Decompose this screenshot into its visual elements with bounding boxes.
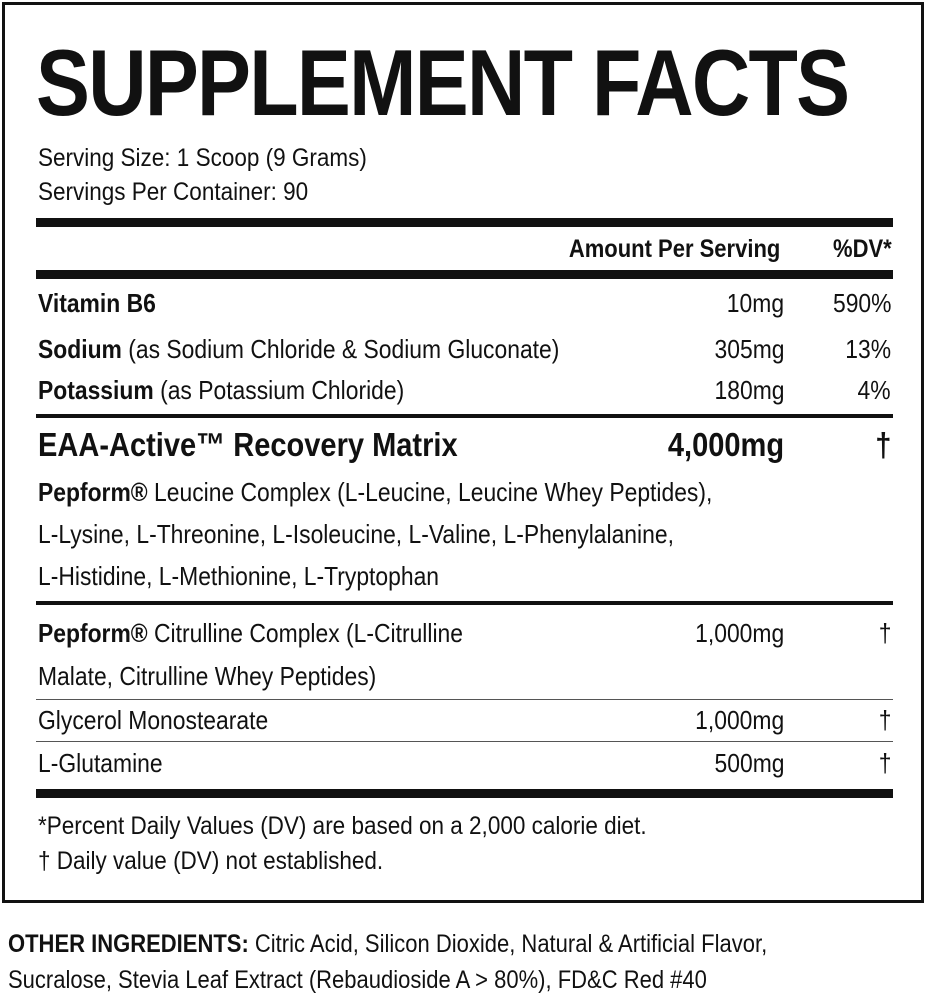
panel-title: SUPPLEMENT FACTS bbox=[36, 30, 849, 135]
matrix-line: L-Histidine, L-Methionine, L-Tryptophan bbox=[38, 561, 440, 591]
matrix-row bbox=[38, 425, 893, 465]
nutrient-dv: 4% bbox=[857, 375, 891, 405]
amount-per-serving-header: Amount Per Serving bbox=[568, 235, 780, 263]
footnote-dagger: † Daily value (DV) not established. bbox=[38, 847, 384, 875]
rule-header bbox=[36, 270, 893, 279]
ingredient-amount: 500mg bbox=[714, 748, 784, 778]
citrulline-name-cont: Malate, Citrulline Whey Peptides) bbox=[38, 661, 377, 691]
ingredient-row bbox=[38, 746, 893, 780]
nutrient-dv: 13% bbox=[845, 334, 891, 364]
rule-matrix bbox=[36, 601, 893, 605]
servings-per-container: Servings Per Container: 90 bbox=[38, 178, 309, 206]
rule-bottom bbox=[36, 789, 893, 798]
ingredient-dv: † bbox=[878, 748, 891, 778]
footnote-dv: *Percent Daily Values (DV) are based on a 2,000 calorie diet. bbox=[38, 812, 647, 840]
citrulline-row-cont bbox=[38, 659, 893, 693]
nutrient-name-cell: Potassium (as Potassium Chloride) bbox=[38, 375, 405, 405]
nutrient-amount: 305mg bbox=[714, 334, 784, 364]
matrix-line: Pepform® Leucine Complex (L-Leucine, Leucine Whey Peptides), bbox=[38, 477, 713, 507]
ingredient-name: Glycerol Monostearate bbox=[38, 705, 269, 735]
citrulline-name: Pepform® Citrulline Complex (L-Citrulline bbox=[38, 618, 463, 648]
ingredient-row bbox=[38, 703, 893, 737]
rule-citrulline bbox=[36, 699, 893, 700]
citrulline-row bbox=[38, 616, 893, 650]
citrulline-dv: † bbox=[878, 618, 891, 648]
other-ingredients-line2: Sucralose, Stevia Leaf Extract (Rebaudioside A > 80%), FD&C Red #40 bbox=[8, 966, 707, 994]
matrix-dv: † bbox=[874, 426, 891, 463]
nutrient-amount: 180mg bbox=[714, 375, 784, 405]
matrix-name: EAA-Active™ Recovery Matrix bbox=[38, 426, 458, 463]
nutrient-row bbox=[38, 286, 893, 320]
serving-size: Serving Size: 1 Scoop (9 Grams) bbox=[38, 144, 367, 172]
nutrient-dv: 590% bbox=[832, 288, 891, 318]
rule-nutrients bbox=[36, 414, 893, 418]
ingredient-dv: † bbox=[878, 705, 891, 735]
other-ingredients-line1: OTHER INGREDIENTS: Citric Acid, Silicon Dioxide, Natural & Artificial Flavor, bbox=[8, 930, 768, 958]
nutrient-name-cell: Vitamin B6 bbox=[38, 288, 156, 318]
dv-header: %DV* bbox=[833, 235, 892, 263]
matrix-line: L-Lysine, L-Threonine, L-Isoleucine, L-Valine, L-Phenylalanine, bbox=[38, 519, 674, 549]
nutrient-row bbox=[38, 332, 893, 366]
rule-glycerol bbox=[36, 741, 893, 742]
matrix-amount: 4,000mg bbox=[667, 426, 784, 463]
ingredient-amount: 1,000mg bbox=[694, 705, 784, 735]
nutrient-amount: 10mg bbox=[726, 288, 784, 318]
nutrient-row bbox=[38, 373, 893, 407]
rule-top bbox=[36, 218, 893, 227]
citrulline-amount: 1,000mg bbox=[694, 618, 784, 648]
nutrient-name-cell: Sodium (as Sodium Chloride & Sodium Gluconate) bbox=[38, 334, 560, 364]
matrix-ingredients bbox=[38, 471, 786, 597]
ingredient-name: L-Glutamine bbox=[38, 748, 163, 778]
